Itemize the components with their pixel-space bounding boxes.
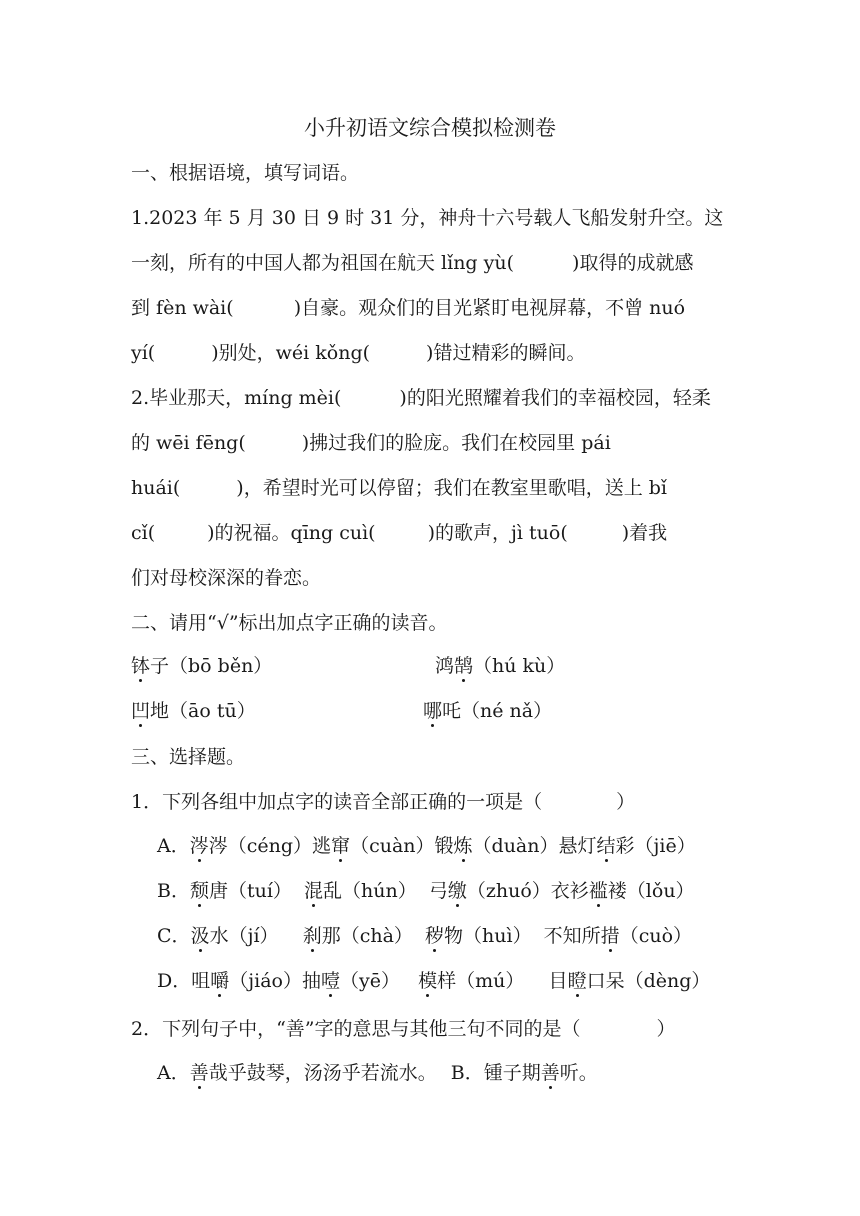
text-segment: （jiáo）抽 <box>229 970 321 992</box>
option-a[interactable] <box>157 1062 437 1084</box>
pinyin-item-honghu[interactable] <box>435 654 565 678</box>
text-segment: 子（bō běn） <box>150 655 273 677</box>
text-segment: 彩（jiē） <box>615 835 696 857</box>
text-segment: （duàn）悬灯 <box>472 835 597 857</box>
text-segment: （cuàn）锻 <box>350 835 454 857</box>
pinyin-item-nezha[interactable] <box>423 699 552 723</box>
text-segment: )的歌声，jì tuō( <box>427 522 568 544</box>
dotted-character: 噎 <box>321 970 341 992</box>
text-segment: C． <box>157 925 191 947</box>
dotted-character: 嚼 <box>210 970 230 992</box>
text-segment: （zhuó）衣衫 <box>466 880 589 902</box>
page-title: 小升初语文综合模拟检测卷 <box>304 116 556 140</box>
text-segment: 鸿 <box>435 655 455 677</box>
dotted-character: 窜 <box>331 835 351 857</box>
text-segment: 物（huì） 不知所 <box>444 925 601 947</box>
text-segment: 2.毕业那天，míng mèi( <box>131 387 342 409</box>
dotted-character: 秽 <box>425 925 445 947</box>
dotted-character: 汲 <box>190 925 210 947</box>
section-2-heading: 二、请用“√”标出加点字正确的读音。 <box>131 612 448 634</box>
text-segment: )别处，wéi kǒng( <box>211 342 371 364</box>
text-segment: B．锺子期 <box>450 1062 541 1084</box>
text-segment: )错过精彩的瞬间。 <box>426 342 586 364</box>
q2-line-1 <box>131 386 711 410</box>
q2-line-2 <box>131 431 611 455</box>
q1-line-2 <box>131 251 693 275</box>
option-d[interactable] <box>157 969 710 993</box>
dotted-character: 褴 <box>588 880 608 902</box>
dotted-character: 缴 <box>447 880 467 902</box>
dotted-character: 哪 <box>423 700 443 722</box>
text-segment: yí( <box>131 342 156 364</box>
dotted-character: 涔 <box>189 835 209 857</box>
text-segment: 到 fèn wài( <box>131 297 234 319</box>
option-a[interactable] <box>157 834 696 858</box>
text-segment: A． <box>157 1062 190 1084</box>
text-segment: 吒（né nǎ） <box>442 700 553 722</box>
text-segment: （cuò） <box>619 925 693 947</box>
option-b[interactable] <box>451 1062 598 1084</box>
mc-question-2 <box>131 1017 676 1041</box>
q2-line-4 <box>131 521 667 545</box>
option-b[interactable] <box>157 879 695 903</box>
dotted-character: 钵 <box>131 655 151 677</box>
text-segment: 听。 <box>559 1062 598 1084</box>
q2-line-5: 们对母校深深的眷恋。 <box>131 567 322 589</box>
text-segment: 褛（lǒu） <box>607 880 695 902</box>
text-segment: )，希望时光可以停留；我们在教室里歌唱，送上 bǐ <box>236 477 667 499</box>
text-segment: A． <box>157 835 190 857</box>
pinyin-item-bozi[interactable] <box>131 654 272 678</box>
text-segment: )的阳光照耀着我们的幸福校园，轻柔 <box>399 387 711 409</box>
dotted-character: 混 <box>304 880 324 902</box>
pinyin-item-aodi[interactable] <box>131 699 256 723</box>
q1-line-1: 1.2023 年 5 月 30 日 9 时 31 分，神舟十六号载人飞船发射升空。这 <box>131 207 724 229</box>
section-1-heading: 一、根据语境，填写词语。 <box>131 162 360 184</box>
dotted-character: 结 <box>596 835 616 857</box>
text-segment: 一刻，所有的中国人都为祖国在航天 lǐng yù( <box>131 252 515 274</box>
text-segment: 唐（tuí） <box>208 880 305 902</box>
text-segment: cǐ( <box>131 522 156 544</box>
text-segment: 涔（céng）逃 <box>208 835 332 857</box>
text-segment: )取得的成就感 <box>572 252 694 274</box>
text-segment: 1．下列各组中加点字的读音全部正确的一项是（ <box>131 791 543 813</box>
text-segment: ） <box>656 1018 676 1040</box>
text-segment: )拂过我们的脸庞。我们在校园里 pái <box>301 432 611 454</box>
dotted-character: 颓 <box>189 880 209 902</box>
text-segment: B． <box>157 880 190 902</box>
text-segment: )着我 <box>621 522 668 544</box>
text-segment: 那（chà） <box>321 925 426 947</box>
dotted-character: 瞪 <box>567 970 587 992</box>
text-segment: 2．下列句子中，“善”字的意思与其他三句不同的是（ <box>131 1018 581 1040</box>
q1-line-3 <box>131 296 685 320</box>
mc-question-1 <box>131 790 635 814</box>
q2-options <box>157 1061 598 1085</box>
dotted-character: 炼 <box>453 835 473 857</box>
text-segment: 水（jí） <box>209 925 303 947</box>
dotted-character: 善 <box>540 1062 560 1084</box>
text-segment: 哉乎鼓琴，汤汤乎若流水。 <box>208 1062 437 1084</box>
dotted-character: 善 <box>189 1062 209 1084</box>
text-segment: 样（mú） 目 <box>437 970 568 992</box>
text-segment: )自豪。观众们的目光紧盯电视屏幕，不曾 nuó <box>293 297 686 319</box>
text-segment: 乱（hún） 弓 <box>323 880 448 902</box>
text-segment: huái( <box>131 477 181 499</box>
q1-line-4 <box>131 341 585 365</box>
text-segment: D．咀 <box>157 970 211 992</box>
text-segment: （hú kù） <box>473 655 566 677</box>
dotted-character: 措 <box>600 925 620 947</box>
section-3-heading: 三、选择题。 <box>131 746 246 768</box>
dotted-character: 刹 <box>302 925 322 947</box>
dotted-character: 模 <box>418 970 438 992</box>
text-segment: （yē） <box>340 970 419 992</box>
dotted-character: 鹄 <box>454 655 474 677</box>
text-segment: ） <box>616 791 636 813</box>
dotted-character: 凹 <box>131 700 151 722</box>
text-segment: 的 wēi fēng( <box>131 432 246 454</box>
option-c[interactable] <box>157 924 692 948</box>
text-segment: 地（āo tū） <box>150 700 256 722</box>
q2-line-3 <box>131 476 667 500</box>
text-segment: 口呆（dèng） <box>586 970 711 992</box>
text-segment: )的祝福。qīng cuì( <box>207 522 376 544</box>
